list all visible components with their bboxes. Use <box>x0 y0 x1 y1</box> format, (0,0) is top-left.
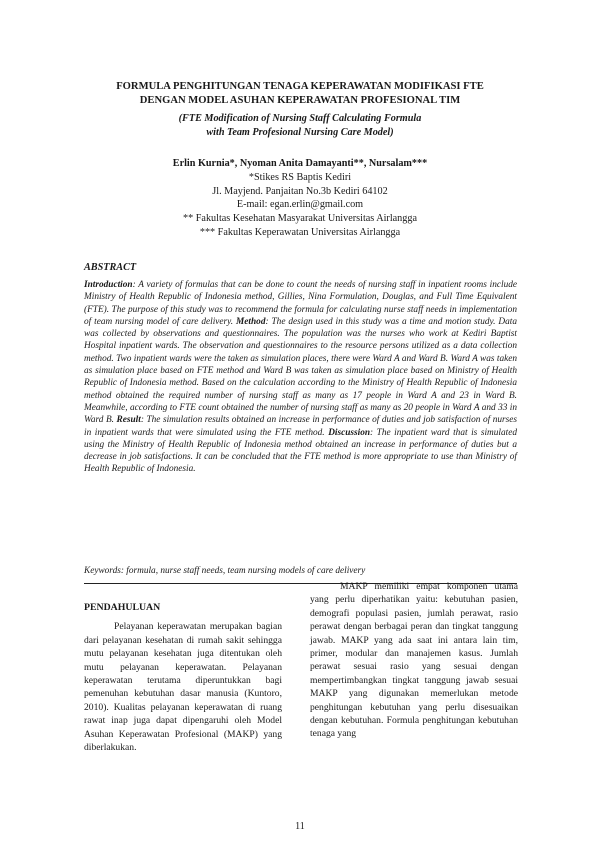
right-paragraph: MAKP memiliki empat komponen utama yang perlu diperhatikan yaitu: kebutuhan pasien, demografi populasi pasien, jumlah perawat, rasio perawat dengan berbagai peran dan tingkat tanggung jawab. MAKP yang ada saat ini antara lain tim, primer, modular dan manajemen kasus. Jumlah perawat sesuai rasio yang sesuai dengan mempertimbangkan tingkat tanggung jawab sesuai MAKP yang digunakan memerlukan metode penghitungan kebutuhan yang perlu disesuaikan dengan kebutuhan. Formula penghitungan kebutuhan tenaga yang <box>310 581 518 740</box>
intro-text: : A variety of formulas that can be done to count the needs of nursing staff in inpatient rooms include Ministry of Health Republic of Indonesia method, Gillies, Nina Formulation, Douglas, and Full Time Equivalent (FTE). The purpose of this study was to recommend the formula for calculating nurse staff needs in implementation of team nursing model of care delivery. <box>84 280 517 327</box>
author-block <box>60 157 540 240</box>
paper-title <box>60 80 540 108</box>
paper-subtitle <box>60 112 540 140</box>
title-line-1: FORMULA PENGHITUNGAN TENAGA KEPERAWATAN MODIFIKASI FTE <box>116 81 484 92</box>
abstract-heading: ABSTRACT <box>84 262 137 273</box>
title-line-2: DENGAN MODEL ASUHAN KEPERAWATAN PROFESIONAL TIM <box>139 95 461 106</box>
keywords: Keywords: formula, nurse staff needs, team nursing models of care delivery <box>84 566 366 576</box>
author-email: E-mail: egan.erlin@gmail.com <box>236 199 364 211</box>
affiliation-1-address: Jl. Mayjend. Panjaitan No.3b Kediri 64102 <box>212 185 388 197</box>
method-label: Method <box>236 316 266 327</box>
subtitle-line-1: (FTE Modification of Nursing Staff Calculating Formula <box>178 113 422 124</box>
affiliation-3: *** Fakultas Keperawatan Universitas Airlangga <box>199 226 401 238</box>
right-column <box>310 580 518 741</box>
author-names: Erlin Kurnia*, Nyoman Anita Damayanti**, Nursalam*** <box>172 158 428 169</box>
result-label: Result <box>116 415 141 426</box>
discussion-label: Discussion <box>328 427 371 438</box>
discussion-text: : The inpatient ward that is simulated using the Ministry of Health Republic of Indonesia method obtained an increase in performance of duties but a decrease in job satisfactions. It can be concluded that the FTE method is more appropriate to use than Ministry of Health Republic of Indonesia. <box>84 427 517 475</box>
left-column <box>84 601 282 754</box>
method-text: : The design used in this study was a time and motion study. Data was collected by observations and questionnaires. The population was the nurses who work at Kediri Baptist Hospital inpatient wards. The observation and questionnaires to the resource persons utilized as a data collection method. Two inpatient wards were the taken as simulation places, there were Ward A and Ward B. Ward A was taken as simulation place based on FTE method and Ward B was taken as simulation place based on Ministry of Health Republic of Indonesia method. Based on the calculation according to the Ministry of Health Republic of Indonesia method obtained the required number of nursing staff as many as 17 people in Ward A and 23 in Ward B. Meanwhile, according to FTE count obtained the number of nursing staff as many as 20 people in Ward A and 33 in Ward B. <box>84 316 517 426</box>
intro-label: Introduction <box>84 280 133 290</box>
page-number: 11 <box>295 821 305 832</box>
affiliation-1: *Stikes RS Baptis Kediri <box>248 171 352 183</box>
section-heading: PENDAHULUAN <box>84 602 161 613</box>
affiliation-2: ** Fakultas Kesehatan Masyarakat Universitas Airlangga <box>183 213 417 225</box>
left-paragraph: Pelayanan keperawatan merupakan bagian dari pelayanan kesehatan di rumah sakit sehingga mutu pelayanan kesehatan juga ditentukan oleh mutu pelayanan keperawatan. Pelayanan keperawatan terutama diperuntukkan bagi pemenuhan kebutuhan dasar manusia (Kuntoro, 2010). Kualitas pelayanan keperawatan di ruang rawat inap juga dapat dipengaruhi oleh Model Asuhan Keperawatan Profesional (MAKP) yang diberlakukan. <box>84 621 282 754</box>
subtitle-line-2: with Team Profesional Nursing Care Model) <box>206 127 394 138</box>
abstract-body <box>84 279 517 476</box>
result-text: : The simulation results obtained an increase in performance of duties and job satisfaction of nurses in inpatient wards that were simulated using the FTE method. <box>84 415 517 438</box>
